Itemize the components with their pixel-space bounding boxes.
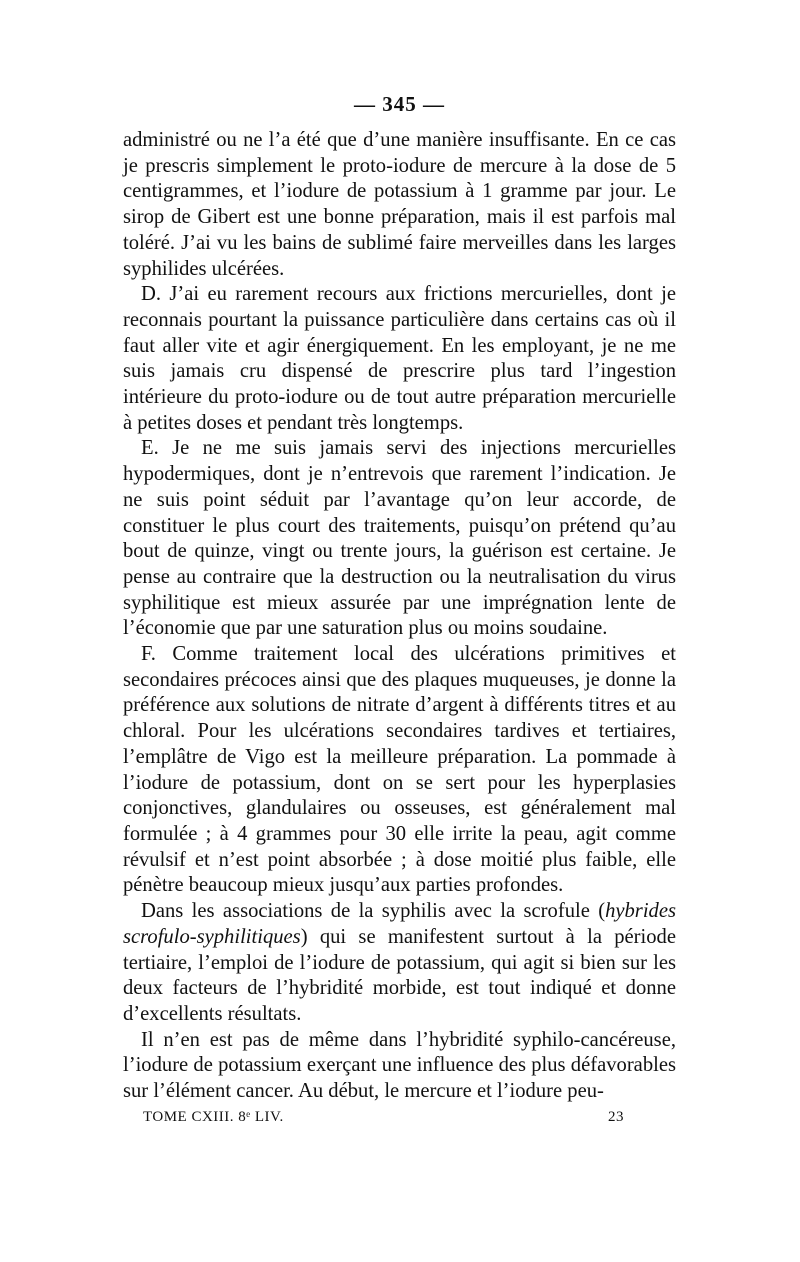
paragraph-6: Il n’en est pas de même dans l’hybridité syphilo-cancéreuse, l’iodure de potassium exerçant une influence des plus défavorables sur l’élément cancer. Au début, le mercure et l’iodure peu- — [123, 1028, 676, 1103]
paragraph-5 — [123, 899, 676, 1028]
document-page — [123, 88, 676, 1127]
footer-volume: TOME CXIII. 8ᵉ LIV. — [143, 1108, 284, 1125]
paragraph-2: D. J’ai eu rarement recours aux frictions mercurielles, dont je reconnais pourtant la puissance particulière dans certains cas où il faut aller vite et agir énergiquement. En les employant, je ne me suis jamais cru dispensé de prescrire plus tard l’ingestion intérieure du proto-iodure ou de tout autre préparation mercurielle à petites doses et pendant très longtemps. — [123, 283, 676, 434]
paragraph-1: administré ou ne l’a été que d’une manière insuffisante. En ce cas je prescris simplement le proto-iodure de mercure à la dose de 5 centigrammes, et l’iodure de potassium à 1 gramme par jour. Le sirop de Gibert est une bonne préparation, mais il est parfois mal toléré. J’ai vu les bains de sublimé faire merveilles dans les larges syphilides ulcérées. — [123, 129, 676, 280]
paragraph-5-end: ) qui se manifestent surtout à la période tertiaire, l’emploi de l’iodure de potassium, qui agit si bien sur les deux facteurs de l’hybridité morbide, est tout indiqué et donne d’excellents résultats. — [123, 925, 676, 1025]
paragraph-3: E. Je ne me suis jamais servi des injections mercurielles hypodermiques, dont je n’entrevois que rarement l’indication. Je ne suis point séduit par l’avantage qu’on leur accorde, de constituer le plus court des traitements, puisqu’on prétend qu’au bout de quinze, vingt ou trente jours, la guérison est certaine. Je pense au contraire que la destruction ou la neutralisation du virus syphilitique est mieux assurée par une imprégnation lente de l’économie que par une saturation plus ou moins soudaine. — [123, 437, 676, 640]
paragraph-5-start: Dans les associations de la syphilis avec la scrofule ( — [141, 900, 606, 923]
page-number: — 345 — — [354, 92, 445, 116]
paragraph-5-italic: hybrides scrofulo-syphilitiques — [123, 900, 676, 948]
page-footer — [123, 1107, 676, 1127]
body-text — [123, 128, 676, 1105]
paragraph-4: F. Comme traitement local des ulcérations primitives et secondaires précoces ainsi que des plaques muqueuses, je donne la préférence aux solutions de nitrate d’argent à différents titres et au chloral. Pour les ulcérations secondaires tardives et tertiaires, l’emplâtre de Vigo est la meilleure préparation. La pommade à l’iodure de potassium, dont on se sert pour les hyperplasies conjonctives, glandulaires ou osseuses, est généralement mal formulée ; à 4 grammes pour 30 elle irrite la peau, agit comme révulsif et n’est point absorbée ; à dose moitié plus faible, elle pénètre beaucoup mieux jusqu’aux parties profondes. — [123, 643, 676, 897]
footer-signature: 23 — [608, 1108, 624, 1125]
